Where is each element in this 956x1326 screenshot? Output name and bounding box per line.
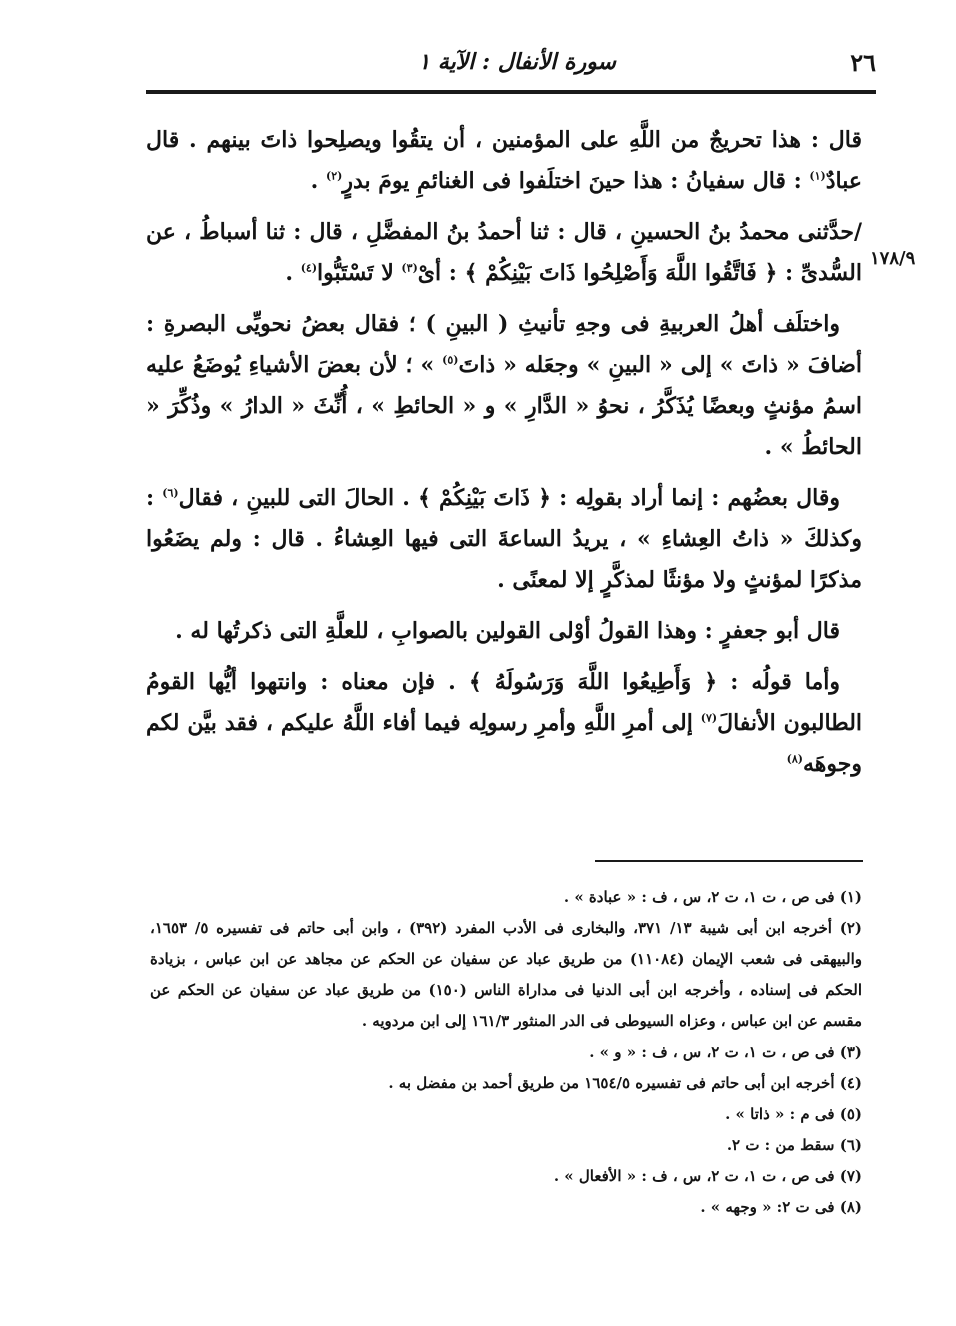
paragraph-3 [146, 304, 862, 468]
text: » ؛ لأن بعضَ الأشياءِ يُوضَعُ عليه اسمُ مؤنثٍ وبعضًا يُذَكَّرُ ، نحوُ « الدَّارِ » و « الحائطِ » ، أُنِّثَ « الدارُ » وذُكِّرَ « الحائطُ » . [146, 352, 862, 460]
footnote-rule [595, 860, 863, 862]
text: . [310, 168, 326, 194]
running-header [148, 38, 876, 86]
text: لا تَسْتَبُّوا [317, 260, 402, 286]
text: واختلَف أهلُ العربيةِ فى وجهِ تأنيثِ ( البينِ ) ؛ فقال بعضُ نحويِّى البصرةِ : أضافَ « ذاتَ » إلى « البينِ » وجعَله « ذاتَ [146, 311, 863, 378]
paragraph-2 [146, 212, 862, 294]
text: وأما قولُه : [717, 669, 840, 695]
text: محمدُ بنُ الحسينِ ، قال : ثنا أحمدُ بنُ المفضَّلِ ، قال : ثنا أسباطُ ، عن السُّدىِّ : [146, 219, 862, 286]
footnote-ref: (٨) [786, 752, 803, 766]
text: : وهذا القولُ أوْلى القولين بالصوابِ ، للعلَّةِ التى ذكرتُها له . [175, 618, 721, 644]
footnote-ref: (٧) [700, 711, 718, 725]
footnote: (١) فى ص ، ت ١، ت ٢، س ، ف : « عبادة » . [563, 888, 862, 906]
text: . فإن معناه : وانتهوا أيُّها القومُ الطالبون الأنفالَ [146, 669, 863, 736]
footnote: (٣) فى ص ، ت ١، ت ٢، س ، ف : « و » . [589, 1043, 862, 1061]
footnote-ref: (٦) [162, 486, 179, 500]
quran-verse: ﴿ ذَاتَ بَيْنِكُمْ ﴾ [418, 485, 552, 511]
main-text [146, 120, 862, 789]
paragraph-lead: قال أبو جعفرٍ [720, 618, 840, 644]
page-number: ٢٦ [850, 47, 876, 77]
footnote: (٦) سقط من : ت ٢. [726, 1136, 862, 1154]
paragraph-6 [146, 662, 862, 785]
text: : أىْ [417, 260, 465, 286]
footnote-ref: (٢) [325, 169, 343, 183]
text: . [285, 260, 301, 286]
text: . الحالَ التى للبينِ ، فقال [178, 485, 419, 511]
text: وقال بعضُهم : إنما أراد بقولِه : [551, 485, 841, 511]
footnote: (٥) فى م : « ذاتا » . [725, 1105, 862, 1123]
margin-reference: ١٧٨/٩ [870, 248, 916, 269]
header-rule [146, 90, 876, 94]
footnote: (٤) أخرجه ابن أبى حاتم فى تفسيره ١٦٥٤/٥ من طريق أحمد بن مفضل به . [388, 1074, 862, 1092]
footnote-ref: (٣) [401, 261, 418, 275]
paragraph-4 [146, 478, 862, 601]
footnotes [150, 882, 862, 1223]
footnote-ref: (٥) [442, 353, 459, 367]
footnote: (٨) فى ت ٢: « وجهه » . [700, 1198, 862, 1216]
text: : وكذلكَ « ذاتُ العِشاءِ » ، يريدُ الساعةَ التى فيها العِشاءُ . قال : ولم يضَعُوا مذكرًا لمؤنثٍ ولا مؤنثًا لمذكَّرٍ إلا لمعنًى . [146, 485, 862, 593]
text: : قال سفيانُ : هذا حينَ اختلَفوا فى الغنائمِ يومَ بدرٍ [342, 168, 810, 194]
quran-verse: ﴿ وَأَطِيعُوا اللَّهَ وَرَسُولَهُ ﴾ [468, 669, 718, 695]
paragraph-lead: /حدَّثنى [797, 219, 862, 245]
surah-title: سورة الأنفال : الآية ١ [418, 49, 616, 75]
paragraph-5 [146, 611, 862, 652]
quran-verse: ﴿ فَاتَّقُوا اللَّهَ وَأَصْلِحُوا ذَاتَ بَيْنِكُمْ ﴾ [464, 260, 778, 286]
text: قال : هذا تحريجٌ من اللَّهِ على المؤمنين ، أن يتقُوا ويصلِحوا ذاتَ بينهم . قال عبادٌ [146, 127, 862, 194]
footnote: (٢) أخرجه ابن أبى شيبة ١٣/ ٣٧١، والبخارى فى الأدب المفرد (٣٩٢) ، وابن أبى حاتم فى تفسيره ٥/ ١٦٥٣، والبيهقى فى شعب الإيمان (١١٠٨٤) من طريق عباد عن سفيان عن الحكم عن مجاهد عن ابن عباس ، بزيادة الحكم فى إسناده ، وأخرجه ابن أبى الدنيا فى مداراة الناس (١٥٠) من طريق عباد عن سفيان عن الحكم عن مقسم عن ابن عباس ، وعزاه السيوطى فى الدر المنثور ١٦١/٣ إلى ابن مردويه . [150, 919, 863, 1030]
paragraph-1 [146, 120, 862, 202]
footnote: (٧) فى ص ، ت ١، ت ٢، س ، ف : « الأفعال » . [553, 1167, 862, 1185]
footnote-ref: (٤) [300, 261, 318, 275]
text: إلى أمرِ اللَّهِ وأمرِ رسولِه فيما أفاء اللَّهُ عليكم ، فقد بيَّن لكم وجوهَه [146, 710, 862, 777]
footnote-ref: (١) [809, 169, 826, 183]
